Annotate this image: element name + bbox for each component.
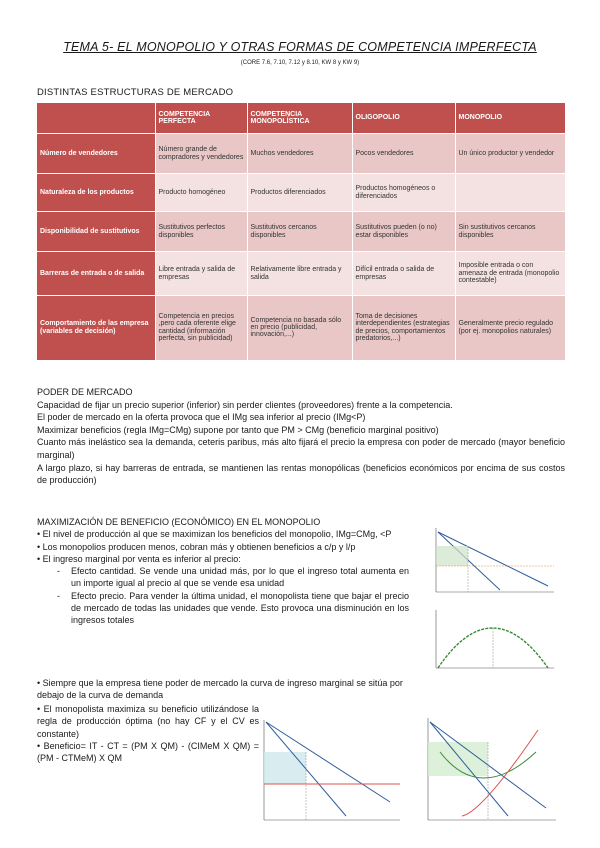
bullet-item: • El monopolista maximiza su beneficio utilizándose la regla de producción óptima (no hay CF y el CV es constante): [37, 704, 259, 739]
table-cell: Sustitutivos pueden (o no) estar disponibles: [352, 212, 455, 252]
market-power-line: A largo plazo, si hay barreras de entrada, se mantienen las rentas monopólicas (beneficios económicos por encima de sus costos de producción): [37, 462, 565, 486]
demand-mr-graph: [420, 522, 560, 600]
table-cell: Relativamente libre entrada y salida: [247, 252, 352, 296]
table-cell: Competencia no basada sólo en precio (publicidad, innovación,...): [247, 296, 352, 360]
bullet-item: • El nivel de producción al que se maximizan los beneficios del monopolio, IMg=CMg, <P: [37, 529, 392, 540]
table-header-row: [37, 103, 565, 134]
table-cell: Imposible entrada o con amenaza de entrada (monopolio contestable): [455, 252, 565, 296]
table-cell: Toma de decisiones interdependientes (estrategias de precios, comportamientos predatorios,...): [352, 296, 455, 360]
sub-bullet-text: Efecto cantidad. Se vende una unidad más, por lo que el ingreso total aumenta en un importe igual al precio al que se vende esa unidad: [71, 566, 409, 589]
table-row: [37, 174, 565, 212]
row-label: Naturaleza de los productos: [37, 174, 155, 212]
profit-max-heading: MAXIMIZACIÓN DE BENEFICIO (ECONÓMICO) EN EL MONOPOLIO: [37, 517, 321, 527]
bullet-item: • El ingreso marginal por venta es inferior al precio:: [37, 553, 241, 564]
row-label: Comportamiento de las empresa (variables de decisión): [37, 296, 155, 360]
market-power-section: [37, 386, 565, 487]
table-header-cell: COMPETENCIA PERFECTA: [155, 103, 247, 134]
row-label: Barreras de entrada o de salida: [37, 252, 155, 296]
table-cell: Productos homogéneos o diferenciados: [352, 174, 455, 212]
dash-marker: -: [57, 590, 60, 601]
market-power-line: Capacidad de fijar un precio superior (inferior) sin perder clientes (proveedores) frente a la competencia.: [37, 399, 453, 410]
page-title: TEMA 5- EL MONOPOLIO Y OTRAS FORMAS DE COMPETENCIA IMPERFECTA: [63, 40, 537, 54]
monopoly-cost-graph: [410, 712, 560, 834]
table-cell: [455, 174, 565, 212]
market-structures-table: [37, 103, 566, 360]
table-cell: Número grande de compradores y vendedores: [155, 134, 247, 174]
sub-bullet-item: [37, 590, 409, 627]
total-revenue-graph: [420, 606, 560, 676]
table-cell: Competencia en precios ,pero cada oferente elige cantidad (información perfecta, sin publicidad): [155, 296, 247, 360]
bullet-item: • Beneficio= IT - CT = (PM X QM) - (CIMeM X QM) = (PM - CTMeM) X QM: [37, 740, 259, 764]
market-power-line: Cuanto más inelástico sea la demanda, ceteris paribus, más alto fijará el precio la empresa con poder de mercado (mayor beneficio marginal): [37, 437, 565, 460]
table-header-cell: [37, 103, 155, 134]
table-cell: Muchos vendedores: [247, 134, 352, 174]
table-cell: Difícil entrada o salida de empresas: [352, 252, 455, 296]
table-row: [37, 252, 565, 296]
profit-area: [428, 742, 488, 776]
table-row: [37, 296, 565, 360]
table-cell: Pocos vendedores: [352, 134, 455, 174]
profit-max-section: [37, 516, 409, 627]
bullet-item: • Los monopolios producen menos, cobran más y obtienen beneficios a c/p y l/p: [37, 541, 356, 552]
table-cell: Producto homogéneo: [155, 174, 247, 212]
dash-marker: -: [57, 566, 60, 577]
table-cell: Productos diferenciados: [247, 174, 352, 212]
table-row: [37, 212, 565, 252]
table-header-cell: OLIGOPOLIO: [352, 103, 455, 134]
bullet-item: • Siempre que la empresa tiene poder de mercado la curva de ingreso marginal se sitúa por debajo de la curva de demanda: [37, 678, 403, 701]
row-label: Número de vendedores: [37, 134, 155, 174]
table-row: [37, 134, 565, 174]
table-cell: Un único productor y vendedor: [455, 134, 565, 174]
sub-bullet-item: [37, 565, 409, 590]
market-power-line: El poder de mercado en la oferta provoca que el IMg sea inferior al precio (IMg<P): [37, 412, 366, 423]
table-cell: Sin sustitutivos cercanos disponibles: [455, 212, 565, 252]
market-power-line: Maximizar beneficios (regla IMg=CMg) supone por tanto que PM > CMg (beneficio marginal positivo): [37, 424, 439, 435]
table-cell: Sustitutivos perfectos disponibles: [155, 212, 247, 252]
table-cell: Libre entrada y salida de empresas: [155, 252, 247, 296]
page-subtitle: (CORE 7.6, 7.10, 7.12 y 8.10, KW 8 y KW 9): [240, 60, 360, 66]
table-header-cell: MONOPOLIO: [455, 103, 565, 134]
table-cell: Generalmente precio regulado (por ej. monopolios naturales): [455, 296, 565, 360]
profit-area: [264, 752, 306, 784]
table-cell: Sustitutivos cercanos disponibles: [247, 212, 352, 252]
sub-bullet-text: Efecto precio. Para vender la última unidad, el monopolista tiene que bajar el precio de mercado de todas las unidades que vende. Esto provoca una disminución en los ingresos totales: [71, 590, 409, 626]
shaded-area: [436, 546, 468, 566]
market-power-heading: PODER DE MERCADO: [37, 387, 133, 397]
table-header-cell: COMPETENCIA MONOPOLÍSTICA: [247, 103, 352, 134]
row-label: Disponibilidad de sustitutivos: [37, 212, 155, 252]
structures-heading: DISTINTAS ESTRUCTURAS DE MERCADO: [37, 87, 234, 98]
profit-rule-block: [37, 703, 259, 764]
monopoly-equilibrium-graph: [250, 712, 405, 834]
